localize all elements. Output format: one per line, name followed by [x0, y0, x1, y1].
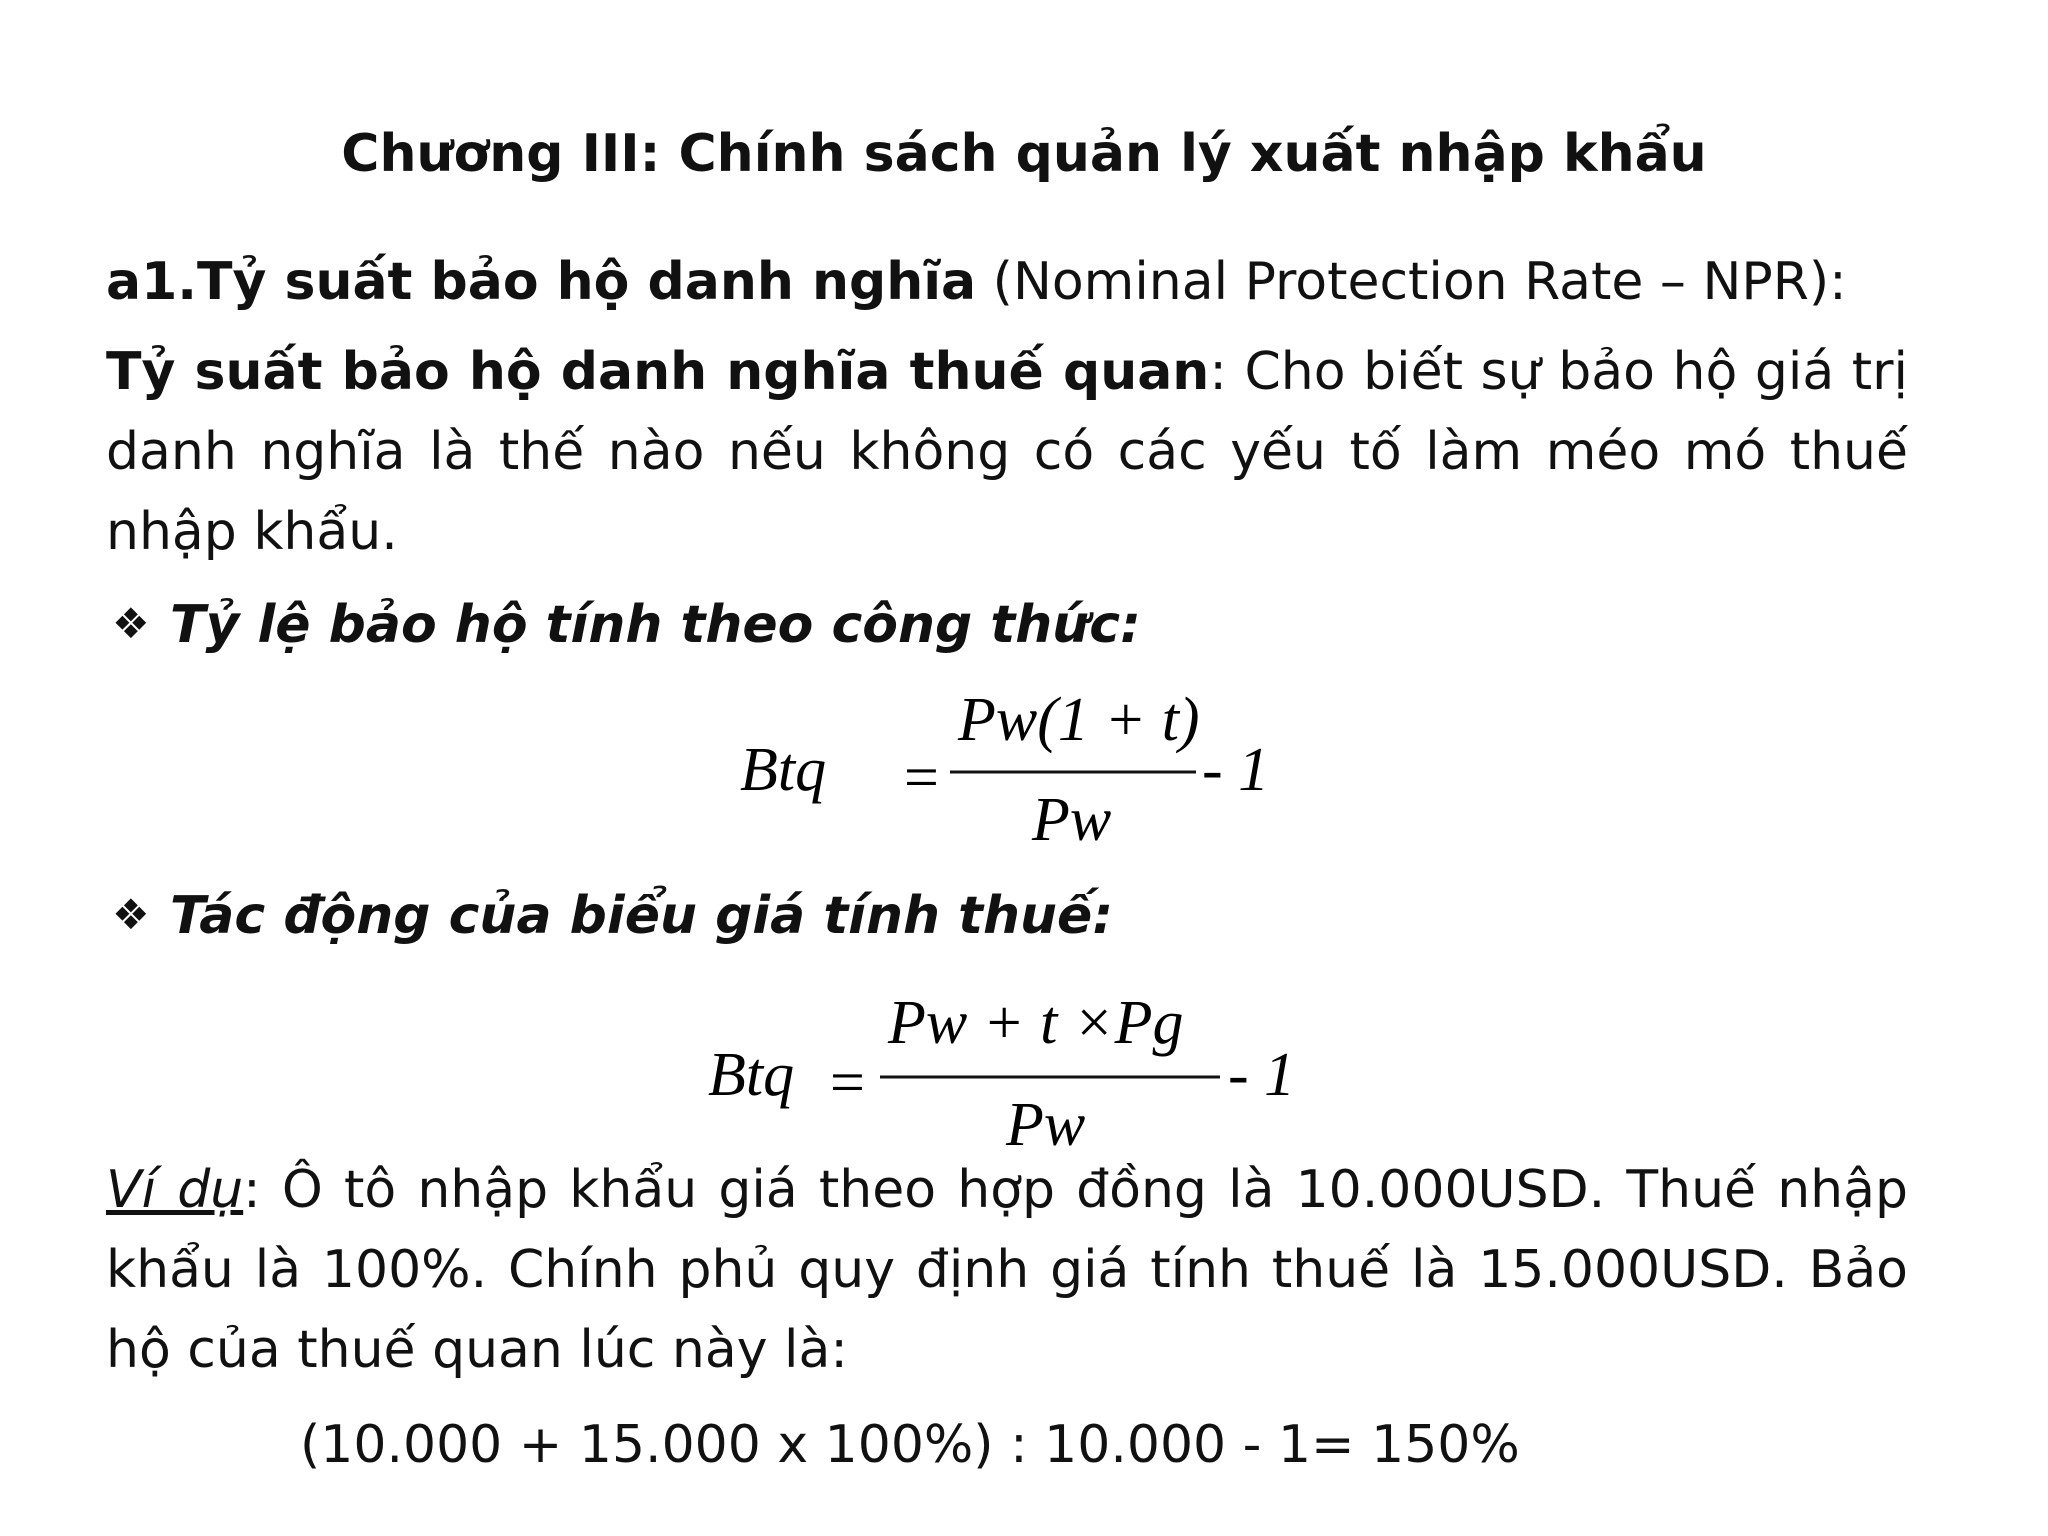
formula-2-denominator: Pw: [1006, 1091, 1086, 1159]
formula-2-graphic: [708, 995, 1348, 1175]
section-heading-bold: a1.Tỷ suất bảo hộ danh nghĩa: [106, 252, 977, 312]
formula-nominal-protection: [740, 690, 1300, 875]
formula-1-numerator: Pw(1 + t): [958, 690, 1200, 754]
slide-title: Chương III: Chính sách quản lý xuất nhập khẩu: [341, 124, 1707, 184]
bullet-formula-heading: [112, 584, 1141, 665]
formula-1-tail: - 1: [1202, 736, 1270, 804]
example-paragraph: [106, 1150, 1908, 1390]
formula-1-graphic: [740, 690, 1300, 870]
example-calculation: (10.000 + 15.000 x 100%) : 10.000 - 1= 150%: [300, 1415, 1520, 1475]
bullet-tariff-heading: [112, 875, 1113, 956]
definition-paragraph: [106, 332, 1908, 572]
formula-1-lhs: Btq: [740, 736, 827, 804]
bullet-formula-text: Tỷ lệ bảo hộ tính theo công thức:: [170, 595, 1141, 655]
formula-1-equals: =: [900, 744, 942, 812]
formula-2-equals: =: [826, 1049, 868, 1117]
diamond-bullet-icon: ❖: [112, 599, 150, 648]
definition-term: Tỷ suất bảo hộ danh nghĩa thuế quan: [106, 342, 1210, 402]
formula-1-denominator: Pw: [1032, 786, 1112, 854]
example-label: Ví dụ: [106, 1160, 244, 1220]
diamond-bullet-icon: ❖: [112, 890, 150, 939]
formula-2-lhs: Btq: [708, 1041, 795, 1109]
example-text: : Ô tô nhập khẩu giá theo hợp đồng là 10.000USD. Thuế nhập khẩu là 100%. Chính phủ quy định giá tính thuế là 15.000USD. Bảo hộ của thuế quan lúc này là:: [106, 1160, 1908, 1380]
section-heading: [106, 242, 1906, 322]
formula-2-tail: - 1: [1228, 1041, 1296, 1109]
bullet-tariff-text: Tác động của biểu giá tính thuế:: [170, 886, 1114, 946]
definition-text: : Cho biết sự bảo hộ giá trị danh nghĩa là thế nào nếu không có các yếu tố làm méo mó thuế nhập khẩu.: [106, 342, 1908, 562]
section-heading-normal: (Nominal Protection Rate – NPR):: [976, 252, 1847, 312]
formula-2-numerator: Pw + t ×Pg: [888, 995, 1184, 1057]
